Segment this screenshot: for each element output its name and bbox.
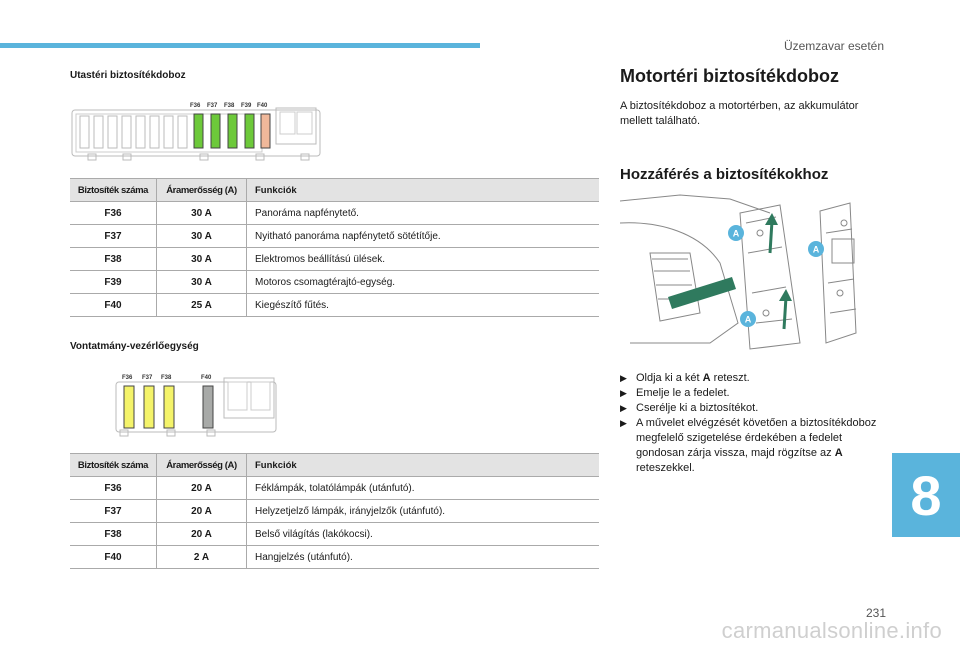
fuse-amperage: 20 A [157, 477, 247, 500]
list-item [620, 401, 890, 416]
watermark: carmanualsonline.info [721, 618, 942, 643]
section-title-trailer-module: Vontatmány-vezérlőegység [70, 341, 199, 352]
fuse-amperage: 20 A [157, 500, 247, 523]
fuse-number: F37 [70, 500, 157, 523]
fuse-amperage: 20 A [157, 523, 247, 546]
section-title-cabin-fusebox: Utastéri biztosítékdoboz [70, 70, 186, 81]
fuse-amperage: 2 A [157, 546, 247, 569]
fuse-number: F38 [70, 248, 157, 271]
table-row [70, 477, 599, 500]
fuse-number: F39 [70, 271, 157, 294]
list-item [620, 386, 890, 401]
step-text-end: reteszt. [710, 372, 750, 384]
access-subtitle: Hozzáférés a biztosítékokhoz [620, 166, 829, 183]
running-header: Üzemzavar esetén [783, 39, 884, 53]
latch-label-a-2: A [812, 244, 820, 255]
diagram2-label-f37: F37 [142, 375, 153, 381]
trailer-fuse-table [70, 453, 599, 569]
diagram1-label-f40: F40 [257, 103, 268, 109]
fuse-number: F40 [70, 294, 157, 317]
fuse-function: Féklámpák, tolatólámpák (utánfutó). [247, 477, 600, 500]
engine-fusebox-intro: A biztosítékdoboz a motortérben, az akkumulátor mellett található. [620, 100, 859, 127]
fuse-amperage: 30 A [157, 271, 247, 294]
latch-label-a-3: A [744, 314, 752, 325]
table-row [70, 202, 599, 225]
square-arrow-icon: ▶ [620, 418, 627, 428]
top-accent-bar [0, 43, 480, 48]
fuse-function: Hangjelzés (utánfutó). [247, 546, 600, 569]
table-row [70, 271, 599, 294]
diagram2-label-f38: F38 [161, 375, 172, 381]
step-text: Oldja ki a két [636, 372, 703, 384]
table1-header-number: Biztosíték száma [70, 179, 157, 202]
fuse-function: Helyzetjelző lámpák, irányjelzők (utánfutó). [247, 500, 600, 523]
table-row [70, 248, 599, 271]
diagram1-label-f37: F37 [207, 103, 218, 109]
step-text: Emelje le a fedelet. [636, 387, 730, 399]
chapter-tab: 8 [892, 453, 960, 537]
fuse-number: F36 [70, 477, 157, 500]
cabin-fuse-table [70, 178, 599, 317]
cabin-fusebox-diagram [68, 96, 324, 164]
page-number: 231 [865, 606, 886, 620]
fuse-number: F40 [70, 546, 157, 569]
table1-header-amperage: Áramerősség (A) [157, 179, 247, 202]
fuse-number: F38 [70, 523, 157, 546]
diagram1-label-f39: F39 [241, 103, 252, 109]
square-arrow-icon: ▶ [620, 403, 627, 413]
step-text: Cserélje ki a biztosítékot. [636, 402, 759, 414]
fuse-amperage: 30 A [157, 248, 247, 271]
fuse-function: Motoros csomagtérajtó-egység. [247, 271, 600, 294]
list-item [620, 371, 890, 386]
step-text: A művelet elvégzését követően a biztosítékdoboz megfelelő szigetelése érdekében a fedelet gondosan zárja vissza, majd rögzítse az [636, 417, 877, 459]
table-row [70, 500, 599, 523]
square-arrow-icon: ▶ [620, 388, 627, 398]
fuse-function: Panoráma napfénytető. [247, 202, 600, 225]
engine-fusebox-illustration [620, 193, 876, 353]
engine-fusebox-title: Motortéri biztosítékdoboz [620, 66, 839, 86]
step-text-end: reteszekkel. [636, 462, 695, 474]
table2-header-amperage: Áramerősség (A) [157, 454, 247, 477]
latch-label-a-1: A [732, 228, 740, 239]
diagram2-label-f36: F36 [122, 375, 133, 381]
fuse-amperage: 25 A [157, 294, 247, 317]
instruction-steps [620, 371, 890, 476]
list-item [620, 416, 890, 476]
table2-header-function: Funkciók [247, 454, 600, 477]
fuse-function: Elektromos beállítású ülések. [247, 248, 600, 271]
step-bold: A [834, 447, 843, 459]
trailer-fusebox-diagram [112, 368, 282, 440]
table1-header-function: Funkciók [247, 179, 600, 202]
fuse-amperage: 30 A [157, 202, 247, 225]
table2-header-number: Biztosíték száma [70, 454, 157, 477]
fuse-function: Nyitható panoráma napfénytető sötétítője. [247, 225, 600, 248]
diagram1-label-f36: F36 [190, 103, 201, 109]
fuse-number: F36 [70, 202, 157, 225]
table-row [70, 546, 599, 569]
table-row [70, 294, 599, 317]
fuse-function: Belső világítás (lakókocsi). [247, 523, 600, 546]
diagram1-label-f38: F38 [224, 103, 235, 109]
fuse-number: F37 [70, 225, 157, 248]
fuse-amperage: 30 A [157, 225, 247, 248]
diagram2-label-f40: F40 [201, 375, 212, 381]
step-bold: A [702, 372, 711, 384]
table-row [70, 225, 599, 248]
square-arrow-icon: ▶ [620, 373, 627, 383]
table-row [70, 523, 599, 546]
fuse-function: Kiegészítő fűtés. [247, 294, 600, 317]
